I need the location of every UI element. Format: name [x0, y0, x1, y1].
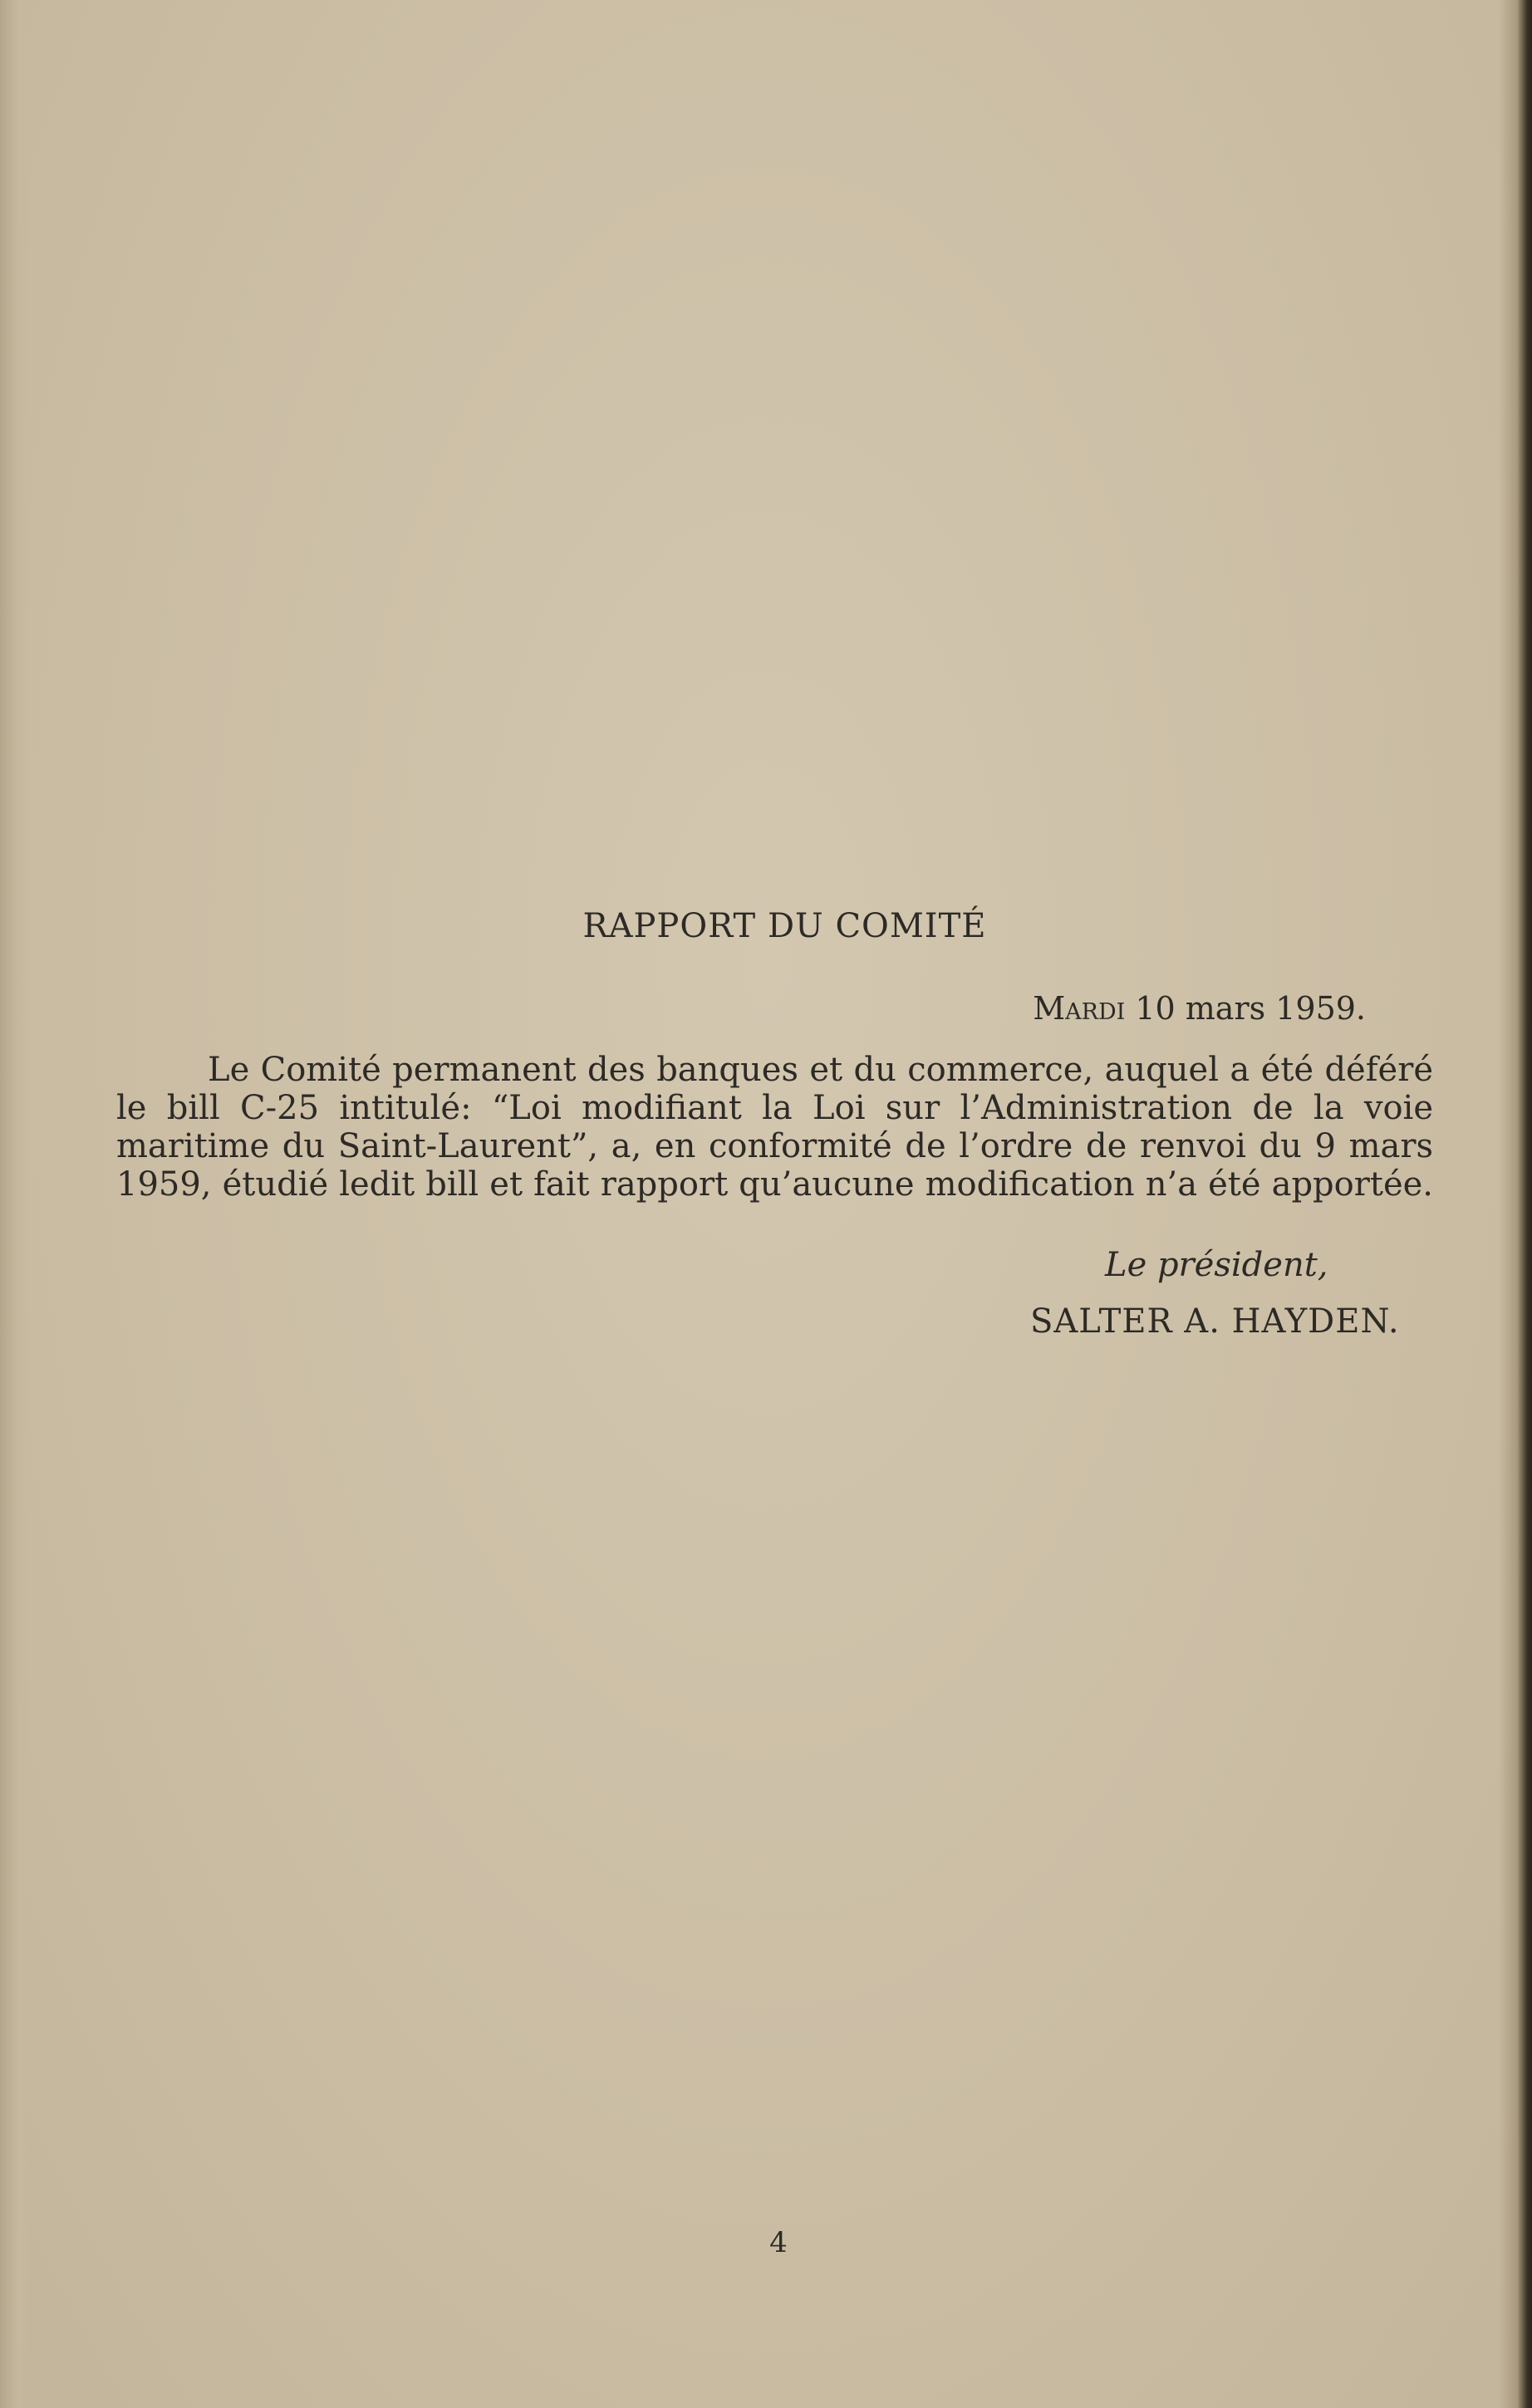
- page-number: 4: [769, 2226, 788, 2259]
- report-body: [116, 1051, 1433, 1204]
- body-line-1: Le Comité permanent des banques et du commerce, auquel a été déféré: [208, 1051, 1433, 1089]
- body-line-4: 1959, étudié ledit bill et fait rapport qu’aucune modification n’a été apportée.: [116, 1165, 1433, 1204]
- date-day-month-year: 10 mars 1959.: [1125, 990, 1366, 1027]
- signature-role: Le président,: [1105, 1246, 1328, 1284]
- page-right-edge: [1499, 0, 1532, 2408]
- page-left-edge: [0, 0, 30, 2408]
- report-date: [1033, 990, 1366, 1027]
- body-line-3: maritime du Saint-Laurent”, a, en conformité de l’ordre de renvoi du 9 mars: [116, 1127, 1433, 1165]
- signature-name: SALTER A. HAYDEN.: [1030, 1302, 1400, 1341]
- body-line-2: le bill C-25 intitulé: “Loi modifiant la Loi sur l’Administration de la voie: [116, 1089, 1433, 1127]
- date-weekday: Mardi: [1033, 990, 1126, 1027]
- report-title: RAPPORT DU COMITÉ: [582, 907, 987, 945]
